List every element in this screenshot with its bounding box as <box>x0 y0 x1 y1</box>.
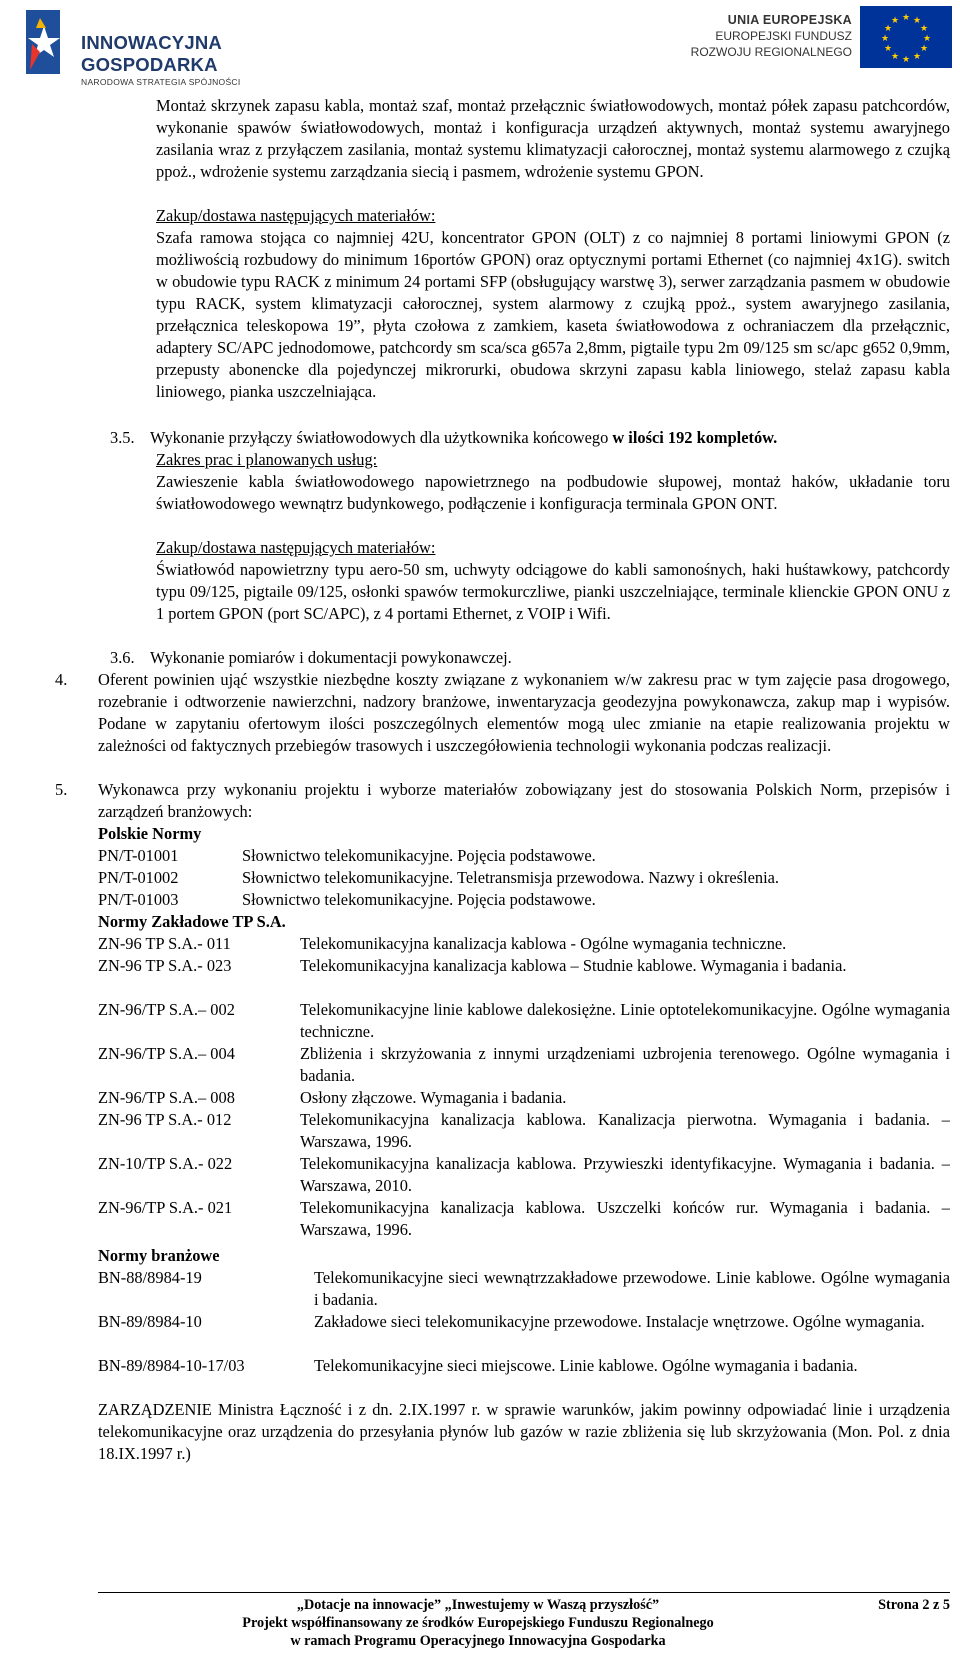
eu-fund-line1: EUROPEJSKI FUNDUSZ <box>715 29 852 43</box>
eu-logo <box>680 6 952 72</box>
brand-name: INNOWACYJNA GOSPODARKA <box>81 32 222 75</box>
scope-paragraph: Zawieszenie kabla światłowodowego napowietrznego na podbudowie słupowej, montaż haków, układanie toru światłowodowego wewnątrz budynkowego, podłączenie i konfiguracja terminala GPON ONT. <box>156 472 950 513</box>
svg-text:★: ★ <box>890 16 900 26</box>
item-5-number: 5. <box>55 780 68 799</box>
svg-text:★: ★ <box>919 24 929 34</box>
norm-code: PN/T-01003 <box>98 890 179 909</box>
materials-heading-2: Zakup/dostawa następujących materiałów: <box>156 538 436 557</box>
svg-text:★: ★ <box>922 34 932 44</box>
svg-text:★: ★ <box>901 13 911 23</box>
norm-desc: Telekomunikacyjne sieci miejscowe. Linie kablowe. Ogólne wymagania i badania. <box>314 1356 858 1375</box>
item-4-text: Oferent powinien ująć wszystkie niezbędne koszty związane z wykonaniem w/w zakresu prac w tym zajęcie pasa drogowego, rozebranie i odtworzenie nawierzchni, nadzory branżowe, inwentaryzacja geodezyjna powykonawcza, zakup map i wypisów. Podane w zapytaniu ofertowym ilości poszczególnych elementów mogą ulec zmianie na etapie realizowania projektu w zależności od faktycznych przebiegów trasowych i uszczegółowienia technologii wykonania podczas realizacji. <box>98 670 950 755</box>
item-3-5-text: Wykonanie przyłączy światłowodowych dla użytkownika końcowego <box>150 428 613 447</box>
page-number: Strona 2 z 5 <box>878 1597 950 1613</box>
tp-norms-heading: Normy Zakładowe TP S.A. <box>98 912 286 931</box>
svg-text:★: ★ <box>880 34 890 44</box>
norm-desc: Telekomunikacyjna kanalizacja kablowa. Przywieszki identyfikacyjne. Wymagania i badania. – Warszawa, 2010. <box>300 1154 950 1195</box>
materials-paragraph-2: Światłowód napowietrzny typu aero-50 sm, uchwyty odciągowe do kabli samonośnych, haki huśtawkowy, patchcordy typu 09/125, pigtaile 09/125, osłonki spawów termokurczliwe, pianki uszczelniające, terminale klienckie GPON ONU z 1 portem GPON (port SC/APC), z 4 portami Ethernet, z VOIP i Wifi. <box>156 560 950 623</box>
innowacyjna-gospodarka-logo <box>26 10 336 87</box>
item-4-number: 4. <box>55 670 68 689</box>
svg-text:★: ★ <box>883 44 893 54</box>
norm-code: ZN-96 TP S.A.- 012 <box>98 1110 232 1129</box>
norm-desc: Zbliżenia i skrzyżowania z innymi urządzeniami uzbrojenia terenowego. Ogólne wymagania i badania. <box>300 1044 950 1085</box>
intro-paragraph: Montaż skrzynek zapasu kabla, montaż szaf, montaż przełącznic światłowodowych, montaż półek zapasu patchcordów, wykonanie spawów światłowodowych, montaż i konfiguracja urządzeń aktywnych, montaż systemu awaryjnego zasilania wraz z przyłączem zasilania, montaż systemu klimatyzacji całorocznej, montaż systemu alarmowego z czujką ppoż., wdrożenie systemu zarządzania siecią i pasmem, wdrożenie systemu GPON. <box>156 96 950 181</box>
norm-code: ZN-96 TP S.A.- 011 <box>98 934 231 953</box>
norm-code: PN/T-01001 <box>98 846 179 865</box>
svg-text:★: ★ <box>912 52 922 62</box>
norm-desc: Słownictwo telekomunikacyjne. Teletransmisja przewodowa. Nazwy i określenia. <box>242 868 780 887</box>
svg-text:★: ★ <box>883 24 893 34</box>
polish-norms-heading: Polskie Normy <box>98 824 202 843</box>
eu-fund-line2: ROZWOJU REGIONALNEGO <box>690 45 852 59</box>
norm-code: ZN-96/TP S.A.– 004 <box>98 1044 235 1063</box>
footer-cofinancing: Projekt współfinansowany ze środków Europejskiego Funduszu Regionalnego <box>242 1615 714 1631</box>
norm-code: ZN-96/TP S.A.– 008 <box>98 1088 235 1107</box>
page-header <box>0 0 960 85</box>
norm-desc: Zakładowe sieci telekomunikacyjne przewodowe. Instalacje wnętrzowe. Ogólne wymagania. <box>314 1312 925 1331</box>
item-3-5-number: 3.5. <box>110 428 135 447</box>
footer-slogan: „Dotacje na innowacje” „Inwestujemy w Waszą przyszłość” <box>296 1597 660 1613</box>
norm-desc: Telekomunikacyjne linie kablowe dalekosiężne. Linie optotelekomunikacyjne. Ogólne wymagania techniczne. <box>300 1000 950 1041</box>
brand-subtitle: NARODOWA STRATEGIA SPÓJNOŚCI <box>81 77 241 87</box>
norm-code: PN/T-01002 <box>98 868 179 887</box>
norm-code: ZN-96 TP S.A.- 023 <box>98 956 232 975</box>
svg-text:★: ★ <box>912 16 922 26</box>
scope-heading: Zakres prac i planowanych usług: <box>156 450 378 469</box>
norm-desc: Telekomunikacyjna kanalizacja kablowa - Ogólne wymagania techniczne. <box>300 934 787 953</box>
materials-heading-1: Zakup/dostawa następujących materiałów: <box>156 206 436 225</box>
norm-code: BN-89/8984-10-17/03 <box>98 1356 245 1375</box>
item-3-5-quantity: w ilości 192 kompletów. <box>612 428 778 447</box>
branch-norms-heading: Normy branżowe <box>98 1246 220 1265</box>
item-3-6-text: Wykonanie pomiarów i dokumentacji powykonawczej. <box>150 648 512 667</box>
item-3-5 <box>150 427 950 449</box>
regulation-paragraph: ZARZĄDZENIE Ministra Łączność i z dn. 2.IX.1997 r. w sprawie warunków, jakim powinny odpowiadać linie i urządzenia telekomunikacyjne oraz urządzenia do przesyłania płynów lub gazów w razie zbliżenia się lub skrzyżowania (Mon. Pol. z dnia 18.IX.1997 r.) <box>98 1400 950 1463</box>
item-5-text: Wykonawca przy wykonaniu projektu i wyborze materiałów zobowiązany jest do stosowania Polskich Norm, przepisów i zarządzeń branżowych: <box>98 780 950 821</box>
svg-text:★: ★ <box>901 55 911 65</box>
eu-flag-icon <box>860 6 952 68</box>
norm-desc: Telekomunikacyjne sieci wewnątrzzakładowe przewodowe. Linie kablowe. Ogólne wymagania i badania. <box>314 1268 950 1309</box>
norm-code: ZN-96/TP S.A.- 021 <box>98 1198 233 1217</box>
norm-desc: Słownictwo telekomunikacyjne. Pojęcia podstawowe. <box>242 846 596 865</box>
footer-programme: w ramach Programu Operacyjnego Innowacyjna Gospodarka <box>290 1633 666 1649</box>
materials-paragraph-1: Szafa ramowa stojąca co najmniej 42U, koncentrator GPON (OLT) z co najmniej 8 portami liniowymi GPON (z możliwością rozbudowy do minimum 16portów GPON) oraz optycznymi portami Ethernet (co najmniej 4x1G). switch w obudowie typu RACK z minimum 24 portami SFP (obsługujący warstwę 3), serwer zarządzania pasmem w obudowie typu RACK, system klimatyzacji całorocznej, system alarmowy z czujką ppoż., system awaryjnego zasilania, przełącznica teleskopowa 19”, płyta czołowa z zamkiem, kaseta światłowodowa z ochraniaczem dla przełącznic, adaptery SC/APC jednodomowe, patchcordy sm sca/sca g657a 2,8mm, pigtaile typu 2m 09/125 sm sc/apc g652 0,9mm, przepusty abonencke dla pojedynczej mikrorurki, obudowa skrzyni zapasu kabla liniowego, stelaż zapasu kabla liniowego, pianka uszczelniająca. <box>156 228 950 401</box>
norm-desc: Telekomunikacyjna kanalizacja kablowa. Uszczelki końców rur. Wymagania i badania. – Warszawa, 1996. <box>300 1198 950 1239</box>
page-footer <box>98 1596 950 1650</box>
footer-divider <box>98 1592 950 1593</box>
star-logo-icon <box>26 10 66 76</box>
norm-code: BN-89/8984-10 <box>98 1312 202 1331</box>
item-3-6-number: 3.6. <box>110 648 135 667</box>
norm-code: ZN-96/TP S.A.– 002 <box>98 1000 235 1019</box>
eu-title: UNIA EUROPEJSKA <box>727 13 852 27</box>
svg-text:★: ★ <box>919 44 929 54</box>
norm-desc: Osłony złączowe. Wymagania i badania. <box>300 1088 567 1107</box>
norm-desc: Telekomunikacyjna kanalizacja kablowa – Studnie kablowe. Wymagania i badania. <box>300 956 847 975</box>
norm-desc: Telekomunikacyjna kanalizacja kablowa. Kanalizacja pierwotna. Wymagania i badania. – Warszawa, 1996. <box>300 1110 950 1151</box>
norm-code: BN-88/8984-19 <box>98 1268 202 1287</box>
svg-text:★: ★ <box>890 52 900 62</box>
norm-desc: Słownictwo telekomunikacyjne. Pojęcia podstawowe. <box>242 890 596 909</box>
norm-code: ZN-10/TP S.A.- 022 <box>98 1154 233 1173</box>
